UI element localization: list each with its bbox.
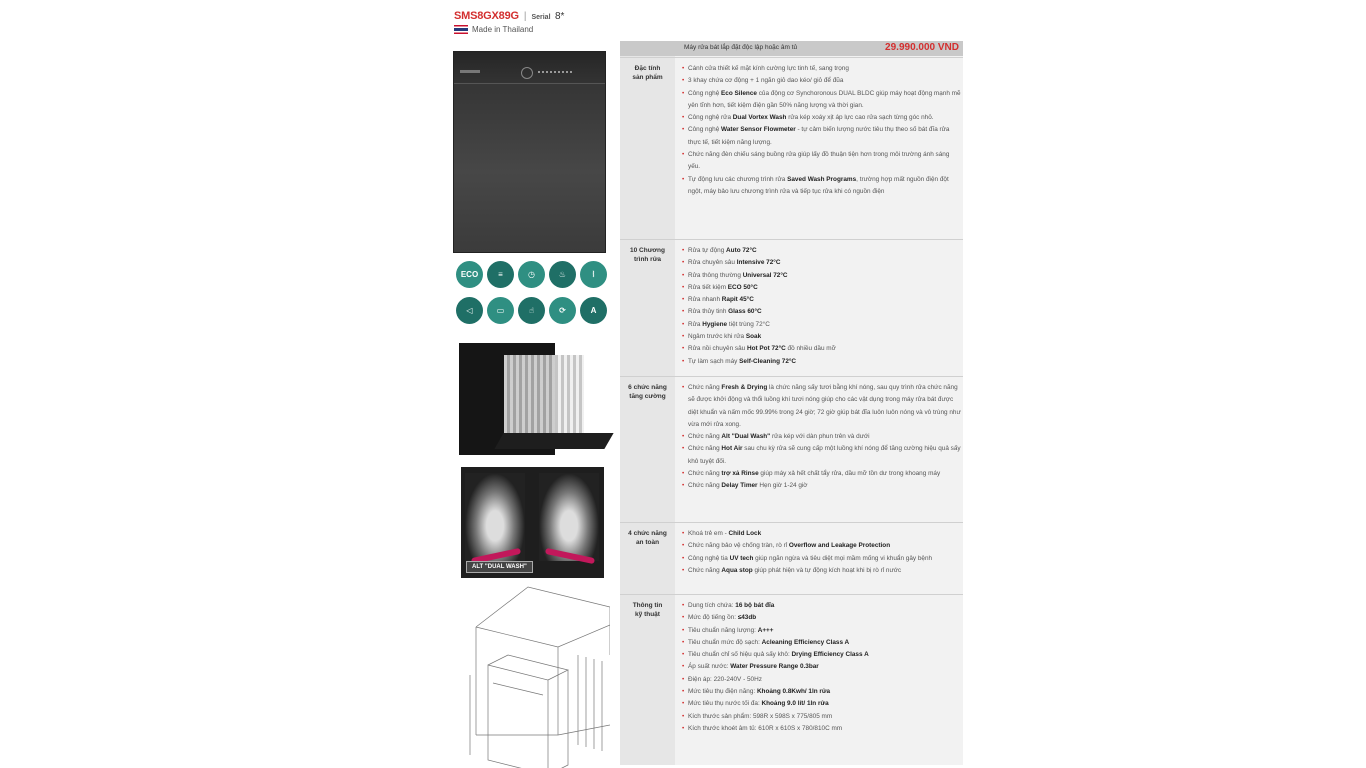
- list-item: [682, 174, 961, 199]
- power-knob-icon: [521, 67, 533, 79]
- dishwasher-front-image: [453, 51, 606, 253]
- section-items: [682, 382, 961, 493]
- list-item: [682, 686, 961, 698]
- item-highlight: Glass 60°C: [728, 308, 762, 316]
- item-highlight: Fresh & Drying: [721, 384, 768, 391]
- item-highlight: Hot Air: [721, 445, 743, 453]
- list-item: [682, 612, 961, 624]
- item-text-after: là chức năng sấy tươi bằng khí nóng, sau quy trình rửa chức năng sẽ được khởi động và thổi luồng khí tươi nóng giúp cho các vật dụng trong máy rửa bát được diệt khuẩn và nấm mốc 99.99% trong 24 giờ; 72 giờ giúp bát đĩa luôn luôn nóng và vô trùng như vừa mới rửa xong.: [688, 384, 961, 428]
- list-item: [682, 711, 961, 723]
- list-item: [682, 282, 961, 294]
- item-highlight: Khoảng 0.8Kwh/ 1ln rửa: [756, 688, 831, 696]
- section-label-line: 4 chức năng: [628, 530, 667, 537]
- open-door: [494, 433, 613, 449]
- item-text: Kích thước sản phẩm: 598R x 598S x 775/805 mm: [688, 712, 833, 720]
- item-highlight: Acleaning Efficiency Class A: [761, 638, 850, 646]
- item-highlight: trợ xả Rinse: [721, 470, 759, 478]
- item-text: Tiêu chuẩn năng lượng:: [688, 626, 758, 634]
- sensor-icon: ⟳: [549, 297, 576, 324]
- list-item: [682, 553, 961, 565]
- item-text: Điện áp: 220-240V - 50Hz: [688, 675, 762, 683]
- item-text: Kích thước khoét âm tủ: 610R x 610S x 780/810C mm: [688, 724, 843, 732]
- item-text-after: Hẹn giờ 1-24 giờ: [757, 482, 808, 490]
- item-text: Tự làm sạch máy: [688, 357, 740, 365]
- item-highlight: Water Pressure Range 0.3bar: [730, 663, 819, 671]
- list-item: [682, 600, 961, 612]
- list-item: [682, 124, 961, 149]
- list-item: [682, 528, 961, 540]
- item-text: Chức năng: [688, 384, 722, 391]
- table-header: [620, 41, 963, 56]
- list-item: [682, 674, 961, 686]
- list-item: [682, 431, 961, 443]
- item-text: Công nghệ rửa: [688, 114, 733, 122]
- item-text-after: giúp ngăn ngừa và tiêu diệt mọi mầm mống vi khuẩn gây bệnh: [753, 554, 933, 562]
- list-item: [682, 257, 961, 269]
- item-text-after: rửa kép với dàn phun trên và dưới: [770, 433, 870, 441]
- item-text: 3 khay chứa cơ động + 1 ngăn giỏ dao kéo/ giỏ để đũa: [688, 77, 844, 85]
- section-label-line: an toàn: [635, 539, 660, 546]
- spec-section: [620, 376, 963, 522]
- dual-wash-icon: ⦚: [580, 261, 607, 288]
- item-highlight: Eco Silence: [721, 89, 757, 97]
- section-label-line: 10 Chương: [630, 247, 665, 254]
- item-text: Công nghệ tia: [688, 554, 730, 562]
- item-highlight: Drying Efficiency Class A: [791, 651, 869, 659]
- item-text: Công nghệ: [688, 126, 722, 134]
- item-text-after: , trường hợp mất nguồn điện đột ngột, máy bảo lưu chương trình rửa và tiếp tục rửa khi có nguồn điện: [688, 175, 949, 195]
- item-text: Mức tiêu thụ điện năng:: [688, 688, 757, 696]
- item-text: Rửa chuyên sâu: [688, 259, 737, 267]
- display-icon: [538, 71, 572, 75]
- spec-section: [620, 57, 963, 239]
- item-text-after: đồ nhiều dầu mỡ: [785, 345, 836, 353]
- serial-label: Serial: [531, 14, 551, 21]
- item-text-after: của động cơ Synchoronous DUAL BLDC giúp máy hoạt động mạnh mẽ yên tĩnh hơn, tiết kiệm điện gần 50% năng lượng và thời gian.: [688, 89, 961, 109]
- item-text: Chức năng: [688, 470, 722, 478]
- item-text-after: giúp máy xả hết chất tẩy rửa, dầu mỡ tồn dư trong khoang máy: [758, 470, 941, 478]
- section-items: [682, 245, 961, 368]
- brand-logo-icon: [460, 70, 480, 73]
- item-text: Tự động lưu các chương trình rửa: [688, 175, 788, 183]
- list-item: [682, 649, 961, 661]
- item-text-after: giúp phát hiện và tự động kích hoạt khi bị rò rỉ nước: [752, 566, 902, 574]
- item-highlight: UV tech: [729, 554, 754, 562]
- list-item: [682, 723, 961, 735]
- section-label-line: sản phẩm: [632, 74, 663, 81]
- item-text: Chức năng: [688, 566, 722, 574]
- item-text: Chức năng đèn chiếu sáng buồng rửa giúp lấy đồ thuận tiện hơn trong môi trường ánh sáng yếu.: [688, 151, 950, 171]
- section-label: [620, 64, 675, 82]
- spec-section: [620, 239, 963, 376]
- feature-icons-grid: [456, 261, 606, 324]
- item-highlight: Universal 72°C: [742, 271, 788, 279]
- list-item: [682, 149, 961, 174]
- item-highlight: Dual Vortex Wash: [732, 114, 787, 122]
- item-text: Chức năng: [688, 445, 722, 453]
- item-text: Mức tiêu thụ nước tối đa:: [688, 700, 762, 708]
- item-highlight: Self-Cleaning 72°C: [739, 357, 797, 365]
- list-item: [682, 625, 961, 637]
- program-icon: ≡: [487, 261, 514, 288]
- item-text: Áp suất nước:: [688, 663, 731, 671]
- steam-icon: ♨: [549, 261, 576, 288]
- item-text: Cánh cửa thiết kế mặt kính cường lực tinh tế, sang trọng: [688, 65, 849, 72]
- item-highlight: Overflow and Leakage Protection: [788, 542, 891, 550]
- item-text: Chức năng bảo vệ chống tràn, rò rỉ: [688, 542, 789, 550]
- item-highlight: 16 bộ bát đĩa: [735, 602, 775, 609]
- item-text: Mức độ tiếng ồn:: [688, 614, 738, 622]
- item-text-after: rửa kép xoáy xịt áp lực cao rửa sạch từng góc nhỏ.: [786, 114, 934, 122]
- item-highlight: Saved Wash Programs: [787, 175, 857, 183]
- product-price: 29.990.000 VND: [885, 42, 959, 53]
- spec-table: [620, 41, 963, 765]
- item-highlight: A+++: [757, 626, 774, 634]
- installation-diagram: [468, 585, 610, 768]
- aqua-stop-icon: A: [580, 297, 607, 324]
- item-text: Rửa tiết kiệm: [688, 283, 728, 291]
- spec-section: [620, 522, 963, 594]
- item-highlight: Child Lock: [728, 530, 762, 537]
- item-highlight: Intensive 72°C: [736, 259, 781, 267]
- dish-racks: [504, 355, 584, 433]
- item-text: Ngâm trước khi rửa: [688, 333, 746, 341]
- item-text: Tiêu chuẩn chỉ số hiệu quả sấy khô:: [688, 651, 792, 659]
- item-text: Khoá trẻ em -: [688, 530, 729, 537]
- silence-icon: ◁: [456, 297, 483, 324]
- item-text: Chức năng: [688, 482, 722, 490]
- list-item: [682, 661, 961, 673]
- list-item: [682, 75, 961, 87]
- dual-wash-tag: ALT "DUAL WASH": [466, 561, 533, 573]
- list-item: [682, 319, 961, 331]
- item-highlight: Water Sensor Flowmeter: [721, 126, 796, 134]
- item-highlight: Rapit 45°C: [721, 296, 754, 304]
- item-highlight: Auto 72°C: [726, 247, 757, 254]
- item-highlight: ECO 50°C: [727, 283, 758, 291]
- list-item: [682, 698, 961, 710]
- list-item: [682, 294, 961, 306]
- list-item: [682, 63, 961, 75]
- item-highlight: Aqua stop: [721, 566, 753, 574]
- list-item: [682, 356, 961, 368]
- list-item: [682, 480, 961, 492]
- item-text: Rửa nhanh: [688, 296, 722, 304]
- dry-icon: ▭: [487, 297, 514, 324]
- dual-wash-image: [461, 467, 604, 578]
- section-items: [682, 600, 961, 735]
- spec-section: [620, 594, 963, 764]
- section-label-line: Đặc tính: [634, 65, 661, 72]
- item-text-after: tiệt trùng 72°C: [727, 320, 770, 328]
- section-label: [620, 246, 675, 264]
- child-lock-icon: ☝: [518, 297, 545, 324]
- product-header: [454, 6, 654, 38]
- item-text: Rửa thủy tinh: [688, 308, 729, 316]
- made-in-text: Made in Thailand: [472, 25, 534, 34]
- section-items: [682, 528, 961, 577]
- section-label: [620, 601, 675, 619]
- model-code: SMS8GX89G: [454, 10, 519, 22]
- section-label-line: trình rửa: [633, 256, 662, 263]
- made-in: [454, 25, 533, 34]
- list-item: [682, 331, 961, 343]
- section-label: [620, 529, 675, 547]
- section-label-line: 6 chức năng: [628, 384, 667, 391]
- control-panel: [454, 52, 605, 84]
- item-text: Dung tích chứa:: [688, 602, 736, 609]
- section-items: [682, 63, 961, 198]
- product-description: Máy rửa bát lắp đặt độc lập hoặc âm tủ: [684, 44, 798, 51]
- item-highlight: Khoảng 9.0 lít/ 1ln rửa: [761, 700, 829, 708]
- header-separator: |: [523, 11, 527, 22]
- list-item: [682, 382, 961, 431]
- item-highlight: Hot Pot 72°C: [747, 345, 786, 353]
- item-text: Rửa tự động: [688, 247, 727, 254]
- list-item: [682, 88, 961, 113]
- item-highlight: Alt "Dual Wash": [721, 433, 771, 441]
- list-item: [682, 443, 961, 468]
- list-item: [682, 637, 961, 649]
- eco-icon: ECO: [456, 261, 483, 288]
- thailand-flag-icon: [454, 25, 468, 34]
- item-highlight: Soak: [745, 333, 762, 341]
- dishwasher-open-image: [459, 343, 609, 461]
- list-item: [682, 468, 961, 480]
- list-item: [682, 565, 961, 577]
- list-item: [682, 306, 961, 318]
- list-item: [682, 270, 961, 282]
- section-label-line: kỹ thuật: [635, 611, 660, 618]
- list-item: [682, 245, 961, 257]
- item-text-after: sau chu kỳ rửa sẽ cung cấp một luồng khí nóng để tăng cường hiệu quả sấy khô tuyệt đối.: [688, 445, 961, 465]
- item-text: Rửa nồi chuyên sâu: [688, 345, 747, 353]
- item-highlight: Delay Timer: [721, 482, 758, 490]
- timer-icon: ◷: [518, 261, 545, 288]
- list-item: [682, 540, 961, 552]
- item-text: Rửa thông thường: [688, 271, 743, 279]
- item-highlight: ≤43db: [737, 614, 757, 622]
- section-label: [620, 383, 675, 401]
- item-text: Rửa: [688, 320, 703, 328]
- list-item: [682, 112, 961, 124]
- item-text: Tiêu chuẩn mức độ sạch:: [688, 638, 762, 646]
- list-item: [682, 343, 961, 355]
- item-text: Công nghệ: [688, 89, 722, 97]
- item-highlight: Hygiene: [702, 320, 728, 328]
- serial-value: 8*: [554, 11, 565, 22]
- item-text: Chức năng: [688, 433, 722, 441]
- section-label-line: tăng cường: [629, 393, 666, 400]
- section-label-line: Thông tin: [632, 602, 663, 609]
- item-text-after: - tự cảm biến lượng nước tiêu thụ theo số bát đĩa rửa thực tế, tiết kiệm năng lượng.: [688, 126, 950, 146]
